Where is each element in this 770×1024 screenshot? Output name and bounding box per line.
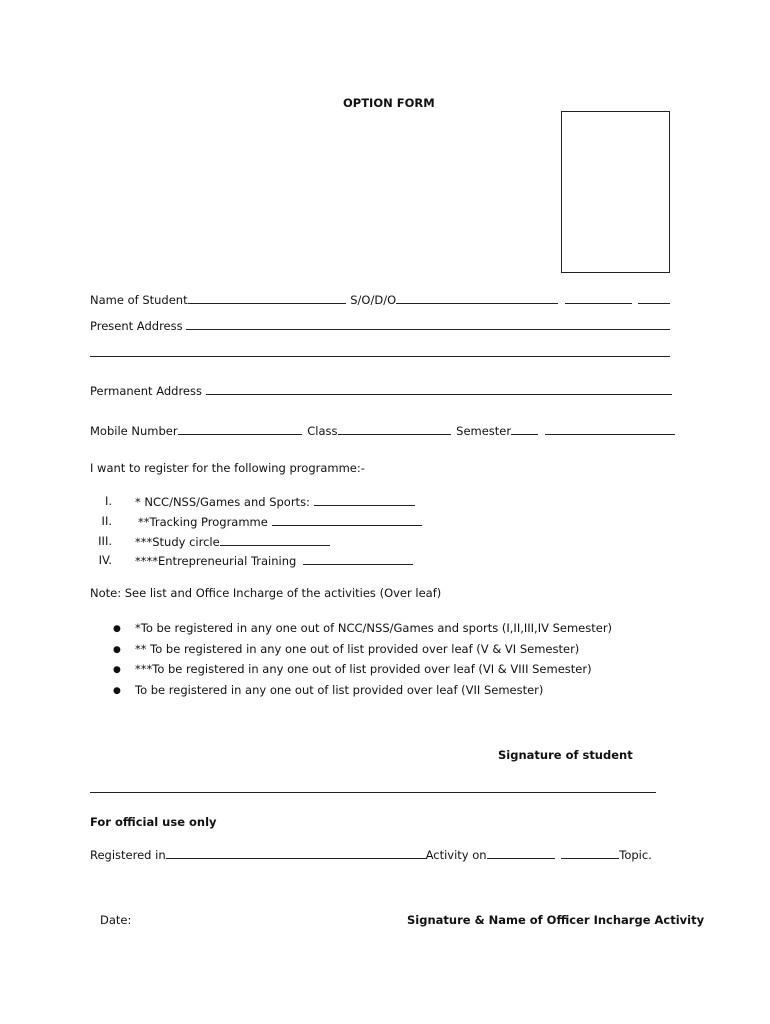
programme-item — [138, 514, 422, 529]
semester-field[interactable] — [511, 423, 538, 435]
programme-numeral: III. — [98, 534, 112, 548]
sodo-field-3[interactable] — [638, 292, 670, 304]
officer-signature-label: Signature & Name of Officer Incharge Activity — [407, 913, 705, 927]
semester-label: Semester — [456, 424, 512, 438]
programme-item — [135, 534, 330, 549]
programme-field[interactable] — [272, 514, 422, 526]
mobile-label: Mobile Number — [90, 424, 178, 438]
signature-of-student-label: Signature of student — [498, 748, 633, 762]
programme-numeral: IV. — [98, 553, 112, 567]
name-label: Name of Student — [90, 293, 188, 307]
note-text: Note: See list and Office Incharge of the activities (Over leaf) — [90, 586, 442, 600]
bullet-item: ** To be registered in any one out of list provided over leaf (V & VI Semester) — [135, 642, 580, 656]
mobile-field[interactable] — [178, 423, 302, 435]
programme-field[interactable] — [303, 553, 413, 565]
sodo-field[interactable] — [396, 292, 558, 304]
activity-on-field[interactable] — [487, 847, 555, 859]
programme-label: **Tracking Programme — [138, 515, 268, 529]
present-address-field[interactable] — [186, 318, 670, 330]
programme-field[interactable] — [220, 534, 330, 546]
bullet-item: To be registered in any one out of list provided over leaf (VII Semester) — [135, 683, 544, 697]
registered-in-label: Registered in — [90, 848, 166, 862]
bullet-item: ***To be registered in any one out of list provided over leaf (VI & VIII Semester) — [135, 662, 592, 676]
official-row — [90, 847, 652, 862]
form-title: OPTION FORM — [343, 96, 435, 110]
separator-line — [90, 792, 656, 793]
bullet-item: *To be registered in any one out of NCC/NSS/Games and sports (I,II,III,IV Semester) — [135, 621, 613, 635]
class-label: Class — [307, 424, 338, 438]
official-use-heading: For official use only — [90, 815, 217, 829]
bullet-icon: ● — [113, 645, 121, 655]
permanent-address-field[interactable] — [206, 383, 672, 395]
photo-box — [561, 111, 670, 273]
register-intro: I want to register for the following programme:- — [90, 461, 365, 475]
activity-on-label: Activity on — [425, 848, 487, 862]
bullet-icon: ● — [113, 686, 121, 696]
permanent-address-row — [90, 383, 672, 398]
programme-label: ***Study circle — [135, 535, 220, 549]
activity-on-field-2[interactable] — [561, 847, 619, 859]
registered-in-field[interactable] — [166, 847, 426, 859]
sodo-label: S/O/D/O — [350, 293, 397, 307]
name-field[interactable] — [188, 292, 346, 304]
permanent-address-label: Permanent Address — [90, 384, 202, 398]
programme-numeral: II. — [101, 514, 112, 528]
programme-field[interactable] — [314, 494, 415, 506]
class-field[interactable] — [338, 423, 451, 435]
programme-label: ****Entrepreneurial Training — [135, 554, 297, 568]
programme-label: * NCC/NSS/Games and Sports: — [135, 495, 310, 509]
bullet-icon: ● — [113, 665, 121, 675]
sodo-field-2[interactable] — [565, 292, 632, 304]
programme-item — [135, 553, 413, 568]
programme-numeral: I. — [104, 494, 112, 508]
semester-field-2[interactable] — [545, 423, 675, 435]
bullet-icon: ● — [113, 624, 121, 634]
present-address-line-2[interactable] — [90, 356, 670, 357]
mobile-row — [90, 423, 675, 438]
date-label: Date: — [100, 913, 132, 927]
topic-label: Topic. — [619, 848, 652, 862]
programme-item — [135, 494, 415, 509]
present-address-label: Present Address — [90, 319, 183, 333]
name-row — [90, 292, 670, 307]
present-address-row — [90, 318, 670, 333]
